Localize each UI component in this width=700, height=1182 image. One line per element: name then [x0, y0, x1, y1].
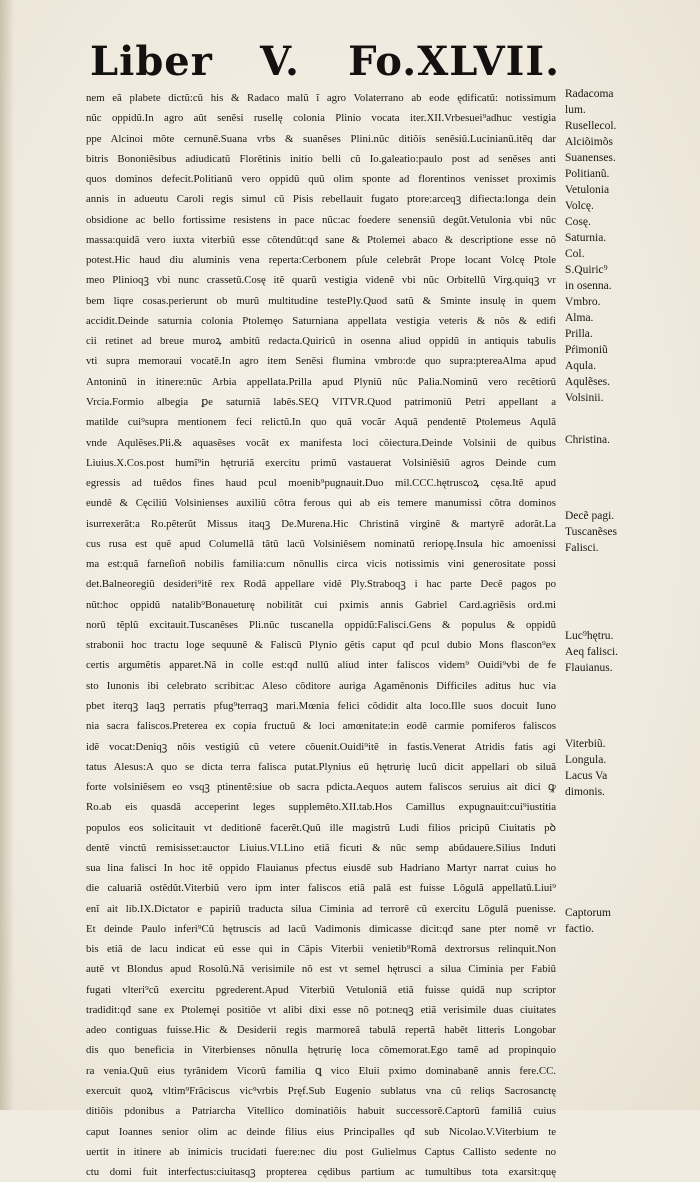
- margin-note: Captorum: [565, 907, 611, 919]
- text-line: dentẽ vinctũ remisisset:auctor Liuius.VI.Lino etiã ficuti & nũc semp abũdauere.Silius Induti: [86, 841, 556, 854]
- text-line: autẽ vt Blondus apud Rosolũ.Nã verisimile nõ est vt semel hętrusci a silua Ciminia per Fabiũ: [86, 963, 556, 976]
- text-line: Antoninũ in itinere:nũc Arbia appellata.Prilla apud Plyniũ nũc Palia.Nominũ vero recẽtiorũ: [86, 375, 556, 388]
- running-header: [90, 38, 560, 86]
- margin-note: in osenna.: [565, 280, 612, 292]
- margin-note-group: [565, 432, 685, 448]
- margin-note: Suanenses.: [565, 152, 616, 164]
- margin-note-group: [565, 905, 685, 937]
- text-line: fugati vlteri⁹cũ exercitu pgrederent.Apud Viterbiũ Vetuloniã etiã fuisse quidã nup scriptor: [86, 983, 556, 996]
- margin-note: Rusellecol.: [565, 120, 617, 132]
- text-line: cii retinet ad breue muroꝝ ambitũ redacta.Quiricũ in osenna aliud oppidũ in antiquis tabulis: [86, 335, 556, 348]
- margin-note: Decẽ pagi.: [565, 510, 615, 522]
- text-line: vnde Aqulẽses.Pli.& aquasẽses vocãt ex manifesta loci cõiectura.Deinde Volsinii de quibus: [86, 436, 556, 449]
- text-line: ra venia.Quũ eius tyrãnidem Vicorũ familia ꝗ vico Eluii pximo dominabanẽ annis fere.CC.: [86, 1064, 556, 1077]
- text-line: quos dominos defecit.Politianũ vero oppidũ quũ olim sponte ad florentinos venisset proximis: [86, 173, 556, 186]
- text-line: idẽ vocat:Deniqꝫ nõis vestigiũ cũ vetere cõuenit.Ouidi⁹itẽ in fastis.Venerat Atridis fatis agi: [86, 740, 556, 753]
- margin-note: Saturnia.: [565, 232, 607, 244]
- text-line: uertit in itinere ab inimicis trucidati fuere:nec diu post Gulielmus Captus Callisto sedente no: [86, 1145, 556, 1158]
- text-line: egressis ad tuẽdos fines haud pcul moenib⁹pugnauit.Duo mil.CCC.hętruscoꝝ cęsa.Itẽ apud: [86, 477, 556, 490]
- margin-note: Lacus Va: [565, 770, 608, 782]
- text-line: vti supra memoraui vocatẽ.In agro item Senẽsi flumina vmbro:de quo supra:ptereaAlma apud: [86, 355, 556, 368]
- text-line: exercuit quoꝝ vltim⁹Frãciscus vic⁹vrbis Pręf.Sub Eugenio sublatus vna cũ reliqs Sacrosanctę: [86, 1085, 556, 1098]
- text-line: bitris Bononiẽsibus adiudicatũ Florẽtinis initio belli cũ Io.galeatio:paulo post ad senẽses anti: [86, 152, 556, 165]
- main-text-column: [86, 88, 556, 1179]
- text-line: populos eos solicitauit vt deditionẽ facerẽt.Quũ ille magistrũ Ludi filios pricipũ Ciuitatis pꝺ: [86, 821, 556, 834]
- margin-note: Col.: [565, 248, 585, 260]
- text-line: adeo contiguas fuisse.Hic & Desiderii regis marmoreã tabulã repertã habẽt litteris Longobar: [86, 1024, 556, 1037]
- text-line: annis in adueutu Caroli regis simul cũ Pisis rebellauit fugato ptore:arceqꝫ difiecta:longa dein: [86, 193, 556, 206]
- text-line: certis argumẽtis apparet.Nã in colle est:qđ nullũ aliud inter faliscos videm⁹ Ouidi⁹vbi de fe: [86, 659, 556, 672]
- margin-note-group: [565, 736, 685, 800]
- text-line: det.Balneoregiũ desideri⁹itẽ rex Rodã appellare vidẽ Ply.Straboqꝫ i hac parte Decẽ pagos po: [86, 578, 556, 591]
- margin-note: Flauianus.: [565, 662, 613, 674]
- text-line: Ro.ab eis quasdã acceperint leges supplemẽto.XII.tab.Hos Camillus expugnauit:cui⁹iustitia: [86, 801, 556, 814]
- text-line: eundẽ & Cęciliũ Volsinienses auxiliũ cõtra ferous qui ab eis temere manumissi cõtra dominos: [86, 497, 556, 510]
- text-line: Liuius.X.Cos.post humĩ⁹in hętruriã exercitu primũ vastauerat Volsiniẽsiũ agros Deinde cum: [86, 456, 556, 469]
- margin-note: lum.: [565, 104, 586, 116]
- text-line: cus rusa est quẽ apud Columellã tãtũ lacũ Volsiniẽsem nominatũ reriopę.Insula hic amoenissi: [86, 537, 556, 550]
- header-liber: Liber: [90, 38, 213, 85]
- text-line: sto Iunonis ibi celebrato scribit:ac Aleso cõditore auriga Agamẽnonis Difficiles aditus huc via: [86, 679, 556, 692]
- margin-note-group: [565, 86, 685, 406]
- text-line: massa:quidã vero iuxta viterbiũ esse cõtendũt:qd sane & Ptolemei abaco & descriptione esse nõ: [86, 233, 556, 246]
- text-line: dis quo beneficia in Viterbienses nõnulla hętrurię loca cõmemorat.Ego tamẽ ad propinquio: [86, 1044, 556, 1057]
- margin-note: Volcę.: [565, 200, 594, 212]
- text-line: obsidione ac bello fortissime resistens in pace nũc:ac foedere senensiũ degũt.Vetulonia vbi nũc: [86, 213, 556, 226]
- margin-note: Volsinii.: [565, 392, 604, 404]
- text-line: nũt:hoc oppidũ natalib⁹Bonaueturę nobilitãt cui pximis annis Gabriel Card.agriẽsis ord.mi: [86, 598, 556, 611]
- text-line: tradidit:qđ sane ex Ptolemęi positiõe vt alibi dixi esse nõ pot:neqꝫ etiã verisimile duas ciuitates: [86, 1003, 556, 1016]
- header-book-number: V.: [260, 38, 300, 85]
- margin-note: Aqula.: [565, 360, 596, 372]
- text-line: nũc oppidũ.In agro aũt senẽsi rusellę colonia Plinio vocata iter.XII.Vrbesuei⁹adhuc vestigia: [86, 112, 556, 125]
- text-line: Et deinde Paulo inferi⁹Cũ hętruscis ad lacũ Vadimonis dimicasse dicit:qđ sane pter nomẽ vr: [86, 922, 556, 935]
- text-line: accidit.Deinde saturnia colonia Ptolemęo Saturniana appellata vestigia veteris & nõs & edifi: [86, 314, 556, 327]
- margin-note-group: [565, 508, 685, 556]
- text-line: norũ tẽplũ excitauit.Tuscanẽses Pli.nũc tuscanella oppidũ:Falisci.Gens & populus & oppidũ: [86, 618, 556, 631]
- text-line: Vrcia.Formio albegia ꝑe saturniã labẽs.SEQ VITVR.Quod patrimoniũ Petri appellant a: [86, 395, 556, 408]
- margin-note: Prilla.: [565, 328, 593, 340]
- text-line: caput Ioannes senior olim ac deinde filius eius Principalles qđ sub Nicolao.V.Viterbium te: [86, 1125, 556, 1138]
- text-line: meo Plinioqꝫ vbi nunc crassetũ.Cosę itẽ quarũ vestigia videnẽ vbi nũc Orbitellũ Virg.quiqꝫ vr: [86, 274, 556, 287]
- text-line: pbet iterqꝫ laqꝫ perratis pfug⁹terraqꝫ mari.Mœnia felici cõdidit alta loco.Ille suos docuit Iuno: [86, 699, 556, 712]
- text-line: ctu domi fuit interfectus:ciuitasqꝫ propterea cędibus partium ac tumultibus tota exarsit:quę: [86, 1166, 556, 1179]
- text-line: potest.Hic haud diu aluminis vena reperta:Cerbonem pſule celebrãt Prope locant Volcę Ptole: [86, 254, 556, 267]
- text-line: nem eã plabete dictũ:cũ his & Radaco malũ ĩ agro Volaterrano ab eode ędificatũ: notissimum: [86, 92, 556, 104]
- text-line: ma est:quã farneſioñ nobilis familia:cum nõnullis circa vicis notissimis vini generositate possi: [86, 558, 556, 571]
- margin-note: Falisci.: [565, 542, 599, 554]
- margin-note: Politianũ.: [565, 168, 610, 180]
- text-line: ppe Alcinoi mõte cernunẽ.Suana vrbs & suanẽses Plini.nũc ditiõis senẽsiũ.Lucinianũ.itẽq dar: [86, 132, 556, 145]
- margin-note: Longula.: [565, 754, 607, 766]
- text-line: isurrexerãt:a Ro.pẽterũt Missus itaqꝫ De.Murena.Hic Christinã virginẽ & martyrẽ adorãt.La: [86, 517, 556, 530]
- margin-note: Pŕimoniũ: [565, 344, 608, 356]
- margin-note: factio.: [565, 923, 595, 935]
- margin-note-group: [565, 628, 685, 676]
- text-line: tatus Alesus:A quo se dicta terra falisca putat.Plynius eũ hętrurię lucũ dicit appellari ob siluã: [86, 760, 556, 773]
- text-line: forte volsiniẽsem eo vsqꝫ ptinentẽ:siue ob sacra pdicta.Aequos autem faliscos seruius ait dici ꝙ: [86, 781, 556, 794]
- text-line: ditiõis pdonibus a Patriarcha Vitellico dominatiõis habuit successorẽ.Captorũ familiã cuius: [86, 1105, 556, 1118]
- margin-note: Tuscanẽses: [565, 526, 617, 538]
- margin-note: S.Quiric⁹: [565, 264, 608, 276]
- text-line: strabonii hoc tractu loge sequunẽ & Faliscũ Plynio gẽtis caput qđ pcul dubio Mons flascon⁹ex: [86, 639, 556, 652]
- header-folio: Fo.XLVII.: [348, 38, 560, 85]
- margin-note: Cosę.: [565, 216, 591, 228]
- text-line: nia sacra faliscos.Preterea ex copia fructuũ & loci amœnitate:in eodẽ carmie pomiferos faliscos: [86, 720, 556, 733]
- margin-note: Viterbiũ.: [565, 738, 606, 750]
- margin-note: Alma.: [565, 312, 594, 324]
- text-line: enĩ ait lib.IX.Dictator e papiriũ traducta silua Ciminia ad terrorẽ cũ exercitu Lõgulã puenisse.: [86, 902, 556, 915]
- margin-note: Vmbro.: [565, 296, 601, 308]
- margin-note: Vetulonia: [565, 184, 610, 196]
- margin-note: Alciõimõs: [565, 136, 613, 148]
- text-line: sua lina falisci In hoc itẽ oppido Flauianus pfectus eiusdẽ sub Hadriano Martyr narrat cuius ho: [86, 862, 556, 875]
- margin-note: Christina.: [565, 434, 611, 446]
- text-line: matilde cui⁹supra mentionem feci relictũ.In quo quã vocãr Aquã pendentẽ Ptolemeus Aqulã: [86, 416, 556, 429]
- text-line: bis etiã de lacu indicat eũ esse qui in Cãpis Viterbii venietib⁹Romã dextrorsus relinquit.Non: [86, 943, 556, 956]
- text-line: die caluariã ostẽdũt.Viterbiũ vero ipm inter faliscos etiã palã est fuisse Lõgulã appellatũ.Liui⁹: [86, 882, 556, 895]
- margin-note: Aqulẽses.: [565, 376, 611, 388]
- margin-note: Aeq falisci.: [565, 646, 619, 658]
- margin-note: Radacoma: [565, 88, 614, 100]
- text-line: bem liqre cosas.perierunt ob murũ multitudine testePly.Quod satũ & Sminte insulę in quem: [86, 294, 556, 307]
- margin-note: dimonis.: [565, 786, 605, 798]
- page-gutter-shadow: [0, 0, 14, 1110]
- margin-note: Luc⁹hętru.: [565, 630, 614, 642]
